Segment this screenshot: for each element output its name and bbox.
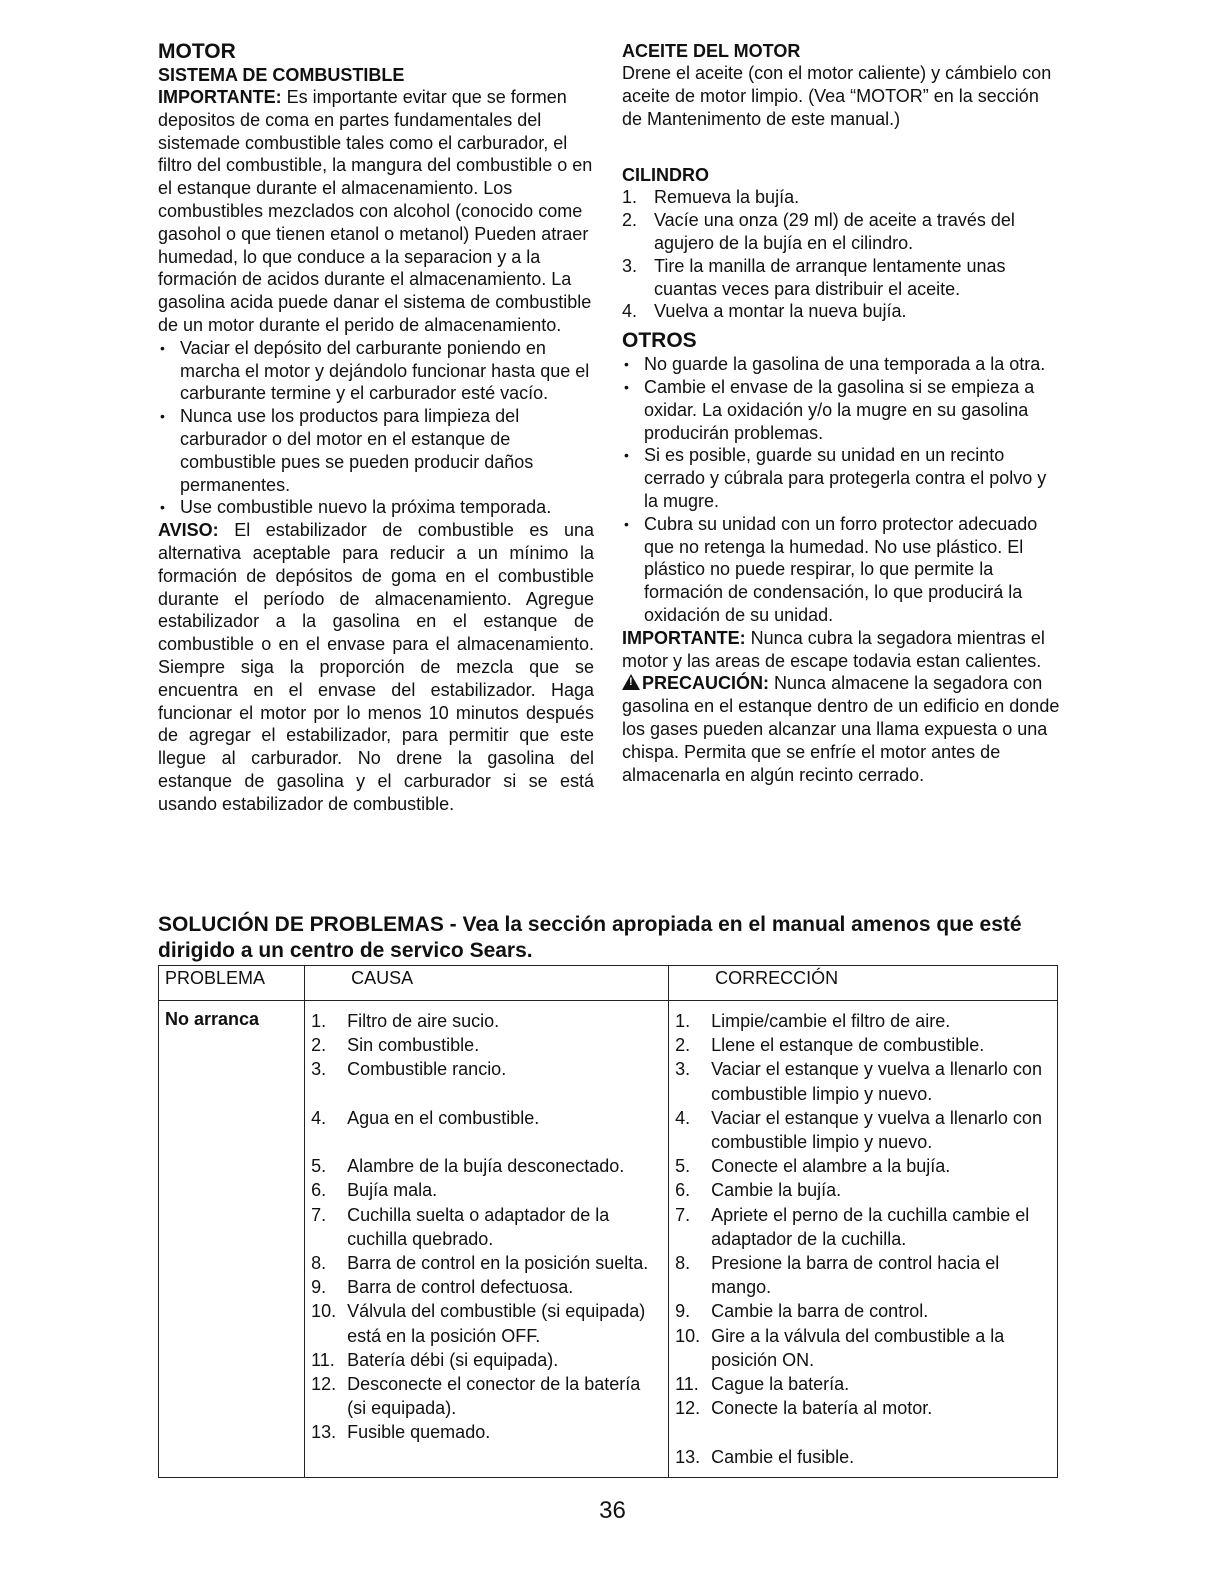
important-label: IMPORTANTE: — [622, 627, 746, 648]
list-item: 1. Limpie/cambie el filtro de aire. — [675, 1011, 951, 1031]
problem-cell: No arranca — [159, 1001, 305, 1478]
list-item: 7. Apriete el perno de la cuchilla cambie el adaptador de la cuchilla. — [675, 1204, 1030, 1249]
caution-text: Nunca almacene la segadora con gasolina en el estanque dentro de un edificio en donde los gases pueden alcanzar una llama expuesta o una chispa. Permita que se enfríe el motor antes de almacenarla en algún recinto cerrado. — [622, 673, 1060, 785]
fuel-important-paragraph — [158, 86, 594, 337]
list-item: 12. Conecte la batería al motor. — [675, 1398, 933, 1419]
list-item: 5. Alambre de la bujía desconectado. — [311, 1156, 625, 1177]
list-item: 3. Tire la manilla de arranque lentamente unas cuantas veces para distribuir el aceite. — [622, 255, 1006, 299]
right-column — [622, 40, 1062, 786]
list-item: 12. Desconecte el conector de la batería (si equipada). — [311, 1374, 641, 1419]
cause-list — [311, 1009, 662, 1445]
list-item: 4. Agua en el combustible. — [311, 1107, 540, 1128]
list-item: 9. Barra de control defectuosa. — [311, 1277, 574, 1298]
troubleshooting-table — [158, 965, 1058, 1478]
important-text: Nunca cubra la segadora mientras el motor y las areas de escape todavia estan calientes. — [622, 627, 1045, 671]
others-bullet-list — [622, 353, 1062, 627]
list-item: 11. Batería débi (si equipada). — [311, 1349, 559, 1370]
important-label: IMPORTANTE: — [158, 87, 282, 107]
troubleshooting-title: SOLUCIÓN DE PROBLEMAS - Vea la sección apropiada en el manual amenos que esté dirigido a un centro de servico Sears. — [158, 913, 1022, 962]
table-header-row — [159, 966, 1058, 1001]
motor-heading: MOTOR — [158, 40, 236, 63]
engine-oil-text: Drene el aceite (con el motor caliente) y cámbielo con aceite de motor limpio. (Vea “MOTOR” en la sección de Mantenimento de este manual.) — [622, 63, 1052, 129]
list-item: 13. Cambie el fusible. — [675, 1446, 855, 1467]
list-item: • Si es posible, guarde su unidad en un recinto cerrado y cúbrala para protegerla contra el polvo y la mugre. — [622, 444, 1062, 512]
page-number: 36 — [599, 1497, 626, 1524]
list-item: 5. Conecte el alambre a la bujía. — [675, 1156, 951, 1177]
list-item: • Cubra su unidad con un forro protector adecuado que no retenga la humedad. No use plástico. El plástico no puede respirar, lo que permite la formación de condensación, lo que producirá la oxidación de su unidad. — [622, 513, 1062, 627]
others-heading: OTROS — [622, 329, 697, 353]
right-important-paragraph — [622, 627, 1062, 673]
cylinder-heading: CILINDRO — [622, 165, 709, 186]
list-item: 3. Combustible rancio. — [311, 1059, 507, 1080]
fuel-system-heading: SISTEMA DE COMBUSTIBLE — [158, 65, 405, 85]
list-item: 2. Llene el estanque de combustible. — [675, 1035, 985, 1056]
notice-paragraph — [158, 519, 594, 815]
list-item: 8. Presione la barra de control hacia el mango. — [675, 1253, 1000, 1298]
warning-icon — [622, 674, 640, 690]
list-item: • Nunca use los productos para limpieza del carburador o del motor en el estanque de combustible pues se pueden producir daños permanentes. — [158, 405, 594, 496]
important-text: Es importante evitar que se formen depositos de coma en partes fundamentales del sistemade combustible tales como el carburador, el filtro del combustible, la mangura del combustible o en el estanque durante el almacenamiento. Los combustibles mezclados con alcohol (conocido come gasohol o que tienen etanol o metanol) Pueden atraer humedad, lo que conduce a la separacion y a la formación de acidos durante el almacenamiento. La gasolina acida puede danar el sistema de combustible de un motor durante el perido de almacenamiento. — [158, 87, 593, 335]
cause-cell — [305, 1001, 669, 1478]
left-column — [158, 40, 594, 816]
list-item: 9. Cambie la barra de control. — [675, 1301, 929, 1322]
list-item: 1. Remueva la bujía. — [622, 187, 800, 208]
notice-label: AVISO: — [158, 520, 219, 541]
list-item: 7. Cuchilla suelta o adaptador de la cuchilla quebrado. — [311, 1204, 610, 1249]
list-item: • Use combustible nuevo la próxima temporada. — [158, 496, 594, 519]
correction-list — [675, 1009, 1051, 1469]
list-item: 6. Bujía mala. — [311, 1180, 438, 1201]
correction-cell — [669, 1001, 1058, 1478]
caution-label: PRECAUCIÓN: — [642, 673, 770, 694]
list-item: 4. Vuelva a montar la nueva bujía. — [622, 301, 907, 322]
list-item: • Vaciar el depósito del carburante poniendo en marcha el motor y dejándolo funcionar hasta que el carburante termine y el carburador esté vacío. — [158, 337, 594, 405]
notice-text: El estabilizador de combustible es una alternativa aceptable para reducir a un mínimo la formación de depósitos de goma en el combustible durante el período de almacenamiento. Agregue estabilizador a la gasolina en el estanque de combustible o en el envase para el almacenamiento. Siempre siga la proporción de mezcla que se encuentra en el envase del estabilizador. Haga funcionar el motor por lo menos 10 minutos después de agregar el estabilizador, para permitir que este llegue al carburador. No drene la gasolina del estanque de gasolina y el carburador si se está usando estabilizador de combustible. — [158, 520, 594, 814]
list-item: 2. Sin combustible. — [311, 1035, 480, 1056]
header-correction: CORRECCIÓN — [669, 966, 1058, 1001]
caution-paragraph — [622, 672, 1062, 786]
list-item: • Cambie el envase de la gasolina si se empieza a oxidar. La oxidación y/o la mugre en su gasolina producirán problemas. — [622, 376, 1062, 444]
list-item: 6. Cambie la bujía. — [675, 1180, 842, 1201]
list-item: 10. Gire a la válvula del combustible a la posición ON. — [675, 1325, 1005, 1370]
header-cause: CAUSA — [305, 966, 669, 1001]
list-item: 10. Válvula del combustible (si equipada) está en la posición OFF. — [311, 1301, 646, 1346]
list-item: 3. Vaciar el estanque y vuelva a llenarlo con combustible limpio y nuevo. — [675, 1059, 1042, 1104]
list-item: 11. Cague la batería. — [675, 1374, 850, 1395]
list-item: • No guarde la gasolina de una temporada a la otra. — [622, 353, 1062, 376]
table-row — [159, 1001, 1058, 1478]
list-item: 8. Barra de control en la posición suelta. — [311, 1253, 649, 1273]
header-problem: PROBLEMA — [159, 966, 305, 1001]
cylinder-steps — [622, 186, 1062, 323]
list-item: 13. Fusible quemado. — [311, 1422, 491, 1443]
list-item: 1. Filtro de aire sucio. — [311, 1011, 500, 1031]
list-item: 4. Vaciar el estanque y vuelva a llenarlo con combustible limpio y nuevo. — [675, 1107, 1042, 1153]
fuel-bullet-list — [158, 337, 594, 519]
list-item: 2. Vacíe una onza (29 ml) de aceite a través del agujero de la bujía en el cilindro. — [622, 210, 1015, 253]
engine-oil-heading: ACEITE DEL MOTOR — [622, 41, 801, 61]
